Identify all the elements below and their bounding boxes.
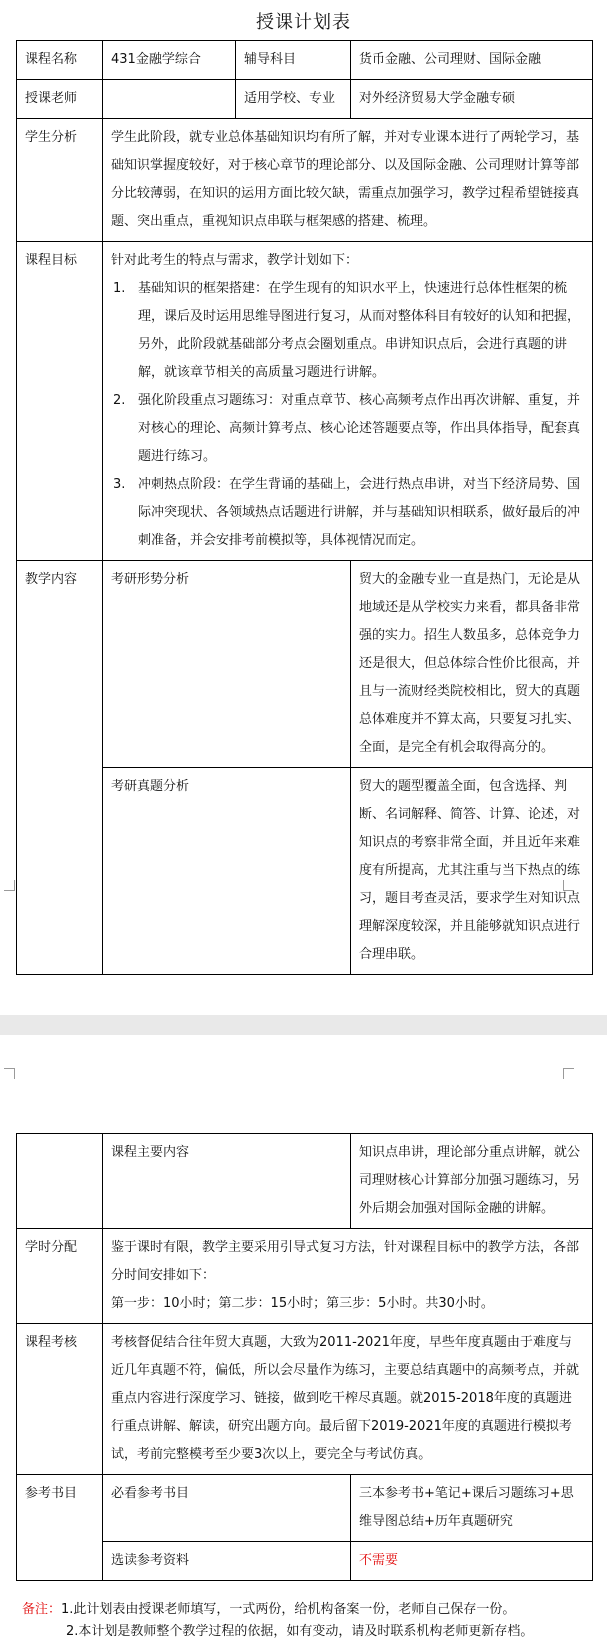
notes-label: 备注： [22,1602,62,1617]
references-label: 参考书目 [17,1475,103,1581]
goal-text: 冲刺热点阶段：在学生背诵的基础上，会进行热点串讲，对当下经济局势、国际冲突现状、各领域热点话题进行讲解，并与基础知识相联系，做好最后的冲刺准备，并会安排考前模拟等，具体视情况而定。 [138,477,581,548]
goal-number: 1. [113,281,126,296]
hours-label: 学时分配 [17,1229,103,1324]
school-value: 对外经济贸易大学金融专硕 [351,80,593,119]
school-label: 适用学校、专业 [236,80,351,119]
row-teaching-content-1 [17,561,593,768]
page-break [0,1015,607,1035]
plan-table-page-2 [16,1133,593,1581]
goal-text: 基础知识的框架搭建：在学生现有的知识水平上，快速进行总体性框架的梳理，课后及时运用思维导图进行复习，从而对整体科目有较好的认知和把握，另外，此阶段就基础部分考点会圈划重点。串讲知识点后，会进行真题的讲解，就该章节相关的高质量习题进行讲解。 [138,281,581,380]
page-title: 授课计划表 [256,12,351,33]
row-student-analysis [17,119,593,242]
goal-item [111,275,584,387]
hours-text: 鉴于课时有限，教学主要采用引导式复习方法，针对课程目标中的教学方法，各部分时间安排如下： [111,1240,580,1283]
subject-label: 辅导科目 [236,41,351,80]
content-subtitle: 课程主要内容 [103,1134,351,1229]
content-text: 贸大的题型覆盖全面，包含选择、判断、名词解释、简答、计算、论述，对知识点的考察非常全面，并且近年来难度有所提高，尤其注重与当下热点的练习，题目考查灵活，要求学生对知识点理解深度较深，并且能够就知识点进行合理串联。 [351,768,593,975]
course-goals-list [111,275,584,555]
row-assessment [17,1324,593,1475]
notes-line-2: 2.本计划是教师整个教学过程的依据，如有变动，请及时联系机构老师更新存档。 [66,1624,534,1639]
student-analysis-text: 学生此阶段，就专业总体基础知识均有所了解，并对专业课本进行了两轮学习，基础知识掌握度较好，对于核心章节的理论部分、以及国际金融、公司理财计算等部分比较薄弱，在知识的运用方面比较欠缺，需重点加强学习，教学过程希望链接真题、突出重点，重视知识点串联与框架感的搭建、梳理。 [103,119,593,242]
goal-text: 强化阶段重点习题练习：对重点章节、核心高频考点作出再次讲解、重复，并对核心的理论、高频计算考点、核心论述答题要点等，作出具体指导，配套真题进行练习。 [138,393,581,464]
course-goals-label: 课程目标 [17,242,103,561]
course-name-label: 课程名称 [17,41,103,80]
row-hours [17,1229,593,1324]
course-name-value: 431金融学综合 [103,41,236,80]
course-goals-intro: 针对此考生的特点与需求，教学计划如下： [111,253,359,268]
content-subtitle: 考研形势分析 [103,561,351,768]
page-corner-mark [4,880,15,891]
row-teacher [17,80,593,119]
plan-table-page-1 [16,40,593,975]
required-books-label: 必看参考书目 [103,1475,351,1542]
goal-number: 3. [113,477,126,492]
subject-value: 货币金融、公司理财、国际金融 [351,41,593,80]
hours-cell [103,1229,593,1324]
optional-materials-label: 选读参考资料 [103,1542,351,1581]
content-text: 知识点串讲，理论部分重点讲解，就公司理财核心计算部分加强习题练习，另外后期会加强对国际金融的讲解。 [351,1134,593,1229]
student-analysis-label: 学生分析 [17,119,103,242]
teaching-content-continued [17,1134,103,1229]
row-references-required [17,1475,593,1542]
page-corner-mark [563,1068,574,1079]
goal-item [111,471,584,555]
course-goals-cell [103,242,593,561]
optional-materials-value: 不需要 [351,1542,593,1581]
page-corner-mark [563,880,574,891]
page-corner-mark [4,1068,15,1079]
content-text: 贸大的金融专业一直是热门，无论是从地域还是从学校实力来看，都具备非常强的实力。招生人数虽多，总体竞争力还是很大，但总体综合性价比很高，并且与一流财经类院校相比，贸大的真题总体难度并不算太高，只要复习扎实、全面，是完全有机会取得高分的。 [351,561,593,768]
row-references-optional [17,1542,593,1581]
teacher-label: 授课老师 [17,80,103,119]
row-teaching-content-2 [17,768,593,975]
row-course-name [17,41,593,80]
assessment-text: 考核督促结合往年贸大真题，大致为2011-2021年度，早些年度真题由于难度与近几年真题不符，偏低，所以会尽量作为练习，主要总结真题中的高频考点，并就重点内容进行深度学习、链接，做到吃干榨尽真题。就2015-2018年度的真题进行重点讲解、解读，研究出题方向。最后留下2019-2021年度的真题进行模拟考试，考前完整模考至少要3次以上，要完全与考试仿真。 [103,1324,593,1475]
goal-item [111,387,584,471]
content-subtitle: 考研真题分析 [103,768,351,975]
row-course-goals [17,242,593,561]
notes-line-1: 1.此计划表由授课老师填写，一式两份，给机构备案一份，老师自己保存一份。 [61,1602,516,1617]
required-books-value: 三本参考书+笔记+课后习题练习+思维导图总结+历年真题研究 [351,1475,593,1542]
row-teaching-content-3 [17,1134,593,1229]
hours-schedule: 第一步：10小时；第二步：15小时；第三步：5小时。共30小时。 [111,1296,494,1311]
goal-number: 2. [113,393,126,408]
assessment-label: 课程考核 [17,1324,103,1475]
teacher-value [103,80,236,119]
notes [22,1599,533,1643]
teaching-content-label: 教学内容 [17,561,103,975]
